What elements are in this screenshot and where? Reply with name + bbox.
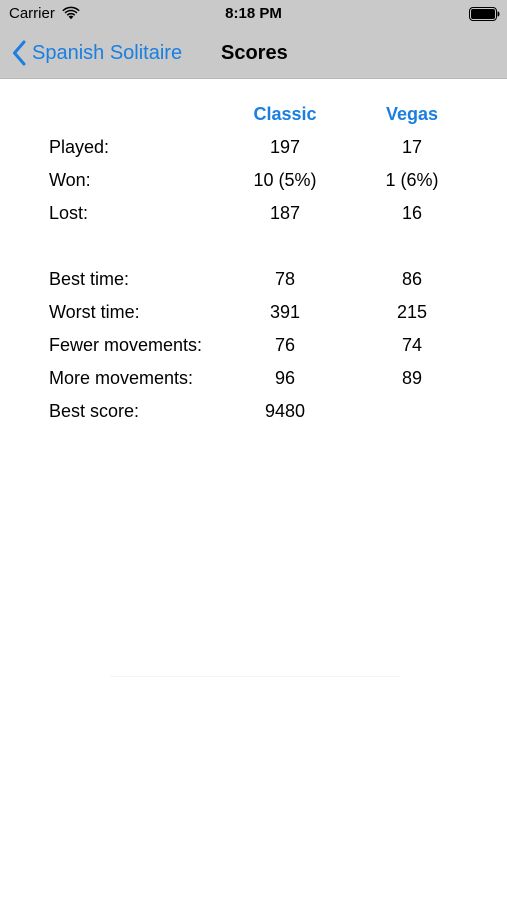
status-time: 8:18 PM — [225, 5, 282, 22]
row-label: Fewer movements: — [49, 335, 203, 355]
status-bar — [0, 0, 507, 28]
chevron-left-icon — [12, 40, 26, 66]
scores-row-worst-time — [0, 296, 507, 329]
carrier-label: Carrier — [9, 5, 55, 22]
divider — [110, 676, 400, 677]
vegas-value: 17 — [401, 137, 423, 157]
scores-row-won — [0, 164, 507, 197]
classic-value: 76 — [274, 335, 296, 355]
battery-icon — [469, 7, 500, 21]
scores-row-played — [0, 131, 507, 164]
row-label: Worst time: — [49, 302, 140, 322]
classic-value: 96 — [274, 368, 296, 388]
row-label: More movements: — [49, 368, 194, 388]
scores-row-best-score — [0, 395, 507, 428]
back-button-label: Spanish Solitaire — [32, 42, 183, 64]
row-label: Played: — [49, 137, 110, 157]
vegas-value: 1 (6%) — [385, 170, 439, 190]
navigation-bar — [0, 28, 507, 78]
back-button[interactable] — [12, 38, 182, 68]
column-header-classic: Classic — [253, 104, 317, 124]
scores-header-row — [0, 98, 507, 131]
scores-row-more-movements — [0, 362, 507, 395]
row-label: Best time: — [49, 269, 130, 289]
classic-value: 391 — [269, 302, 301, 322]
row-label: Lost: — [49, 203, 89, 223]
vegas-value: 215 — [396, 302, 428, 322]
vegas-value: 74 — [401, 335, 423, 355]
column-header-vegas: Vegas — [385, 104, 439, 124]
vegas-value: 16 — [401, 203, 423, 223]
top-bar — [0, 0, 507, 79]
vegas-value: 89 — [401, 368, 423, 388]
row-label: Best score: — [49, 401, 140, 421]
scores-row-lost — [0, 197, 507, 230]
classic-value: 78 — [274, 269, 296, 289]
vegas-value: 86 — [401, 269, 423, 289]
scores-row-best-time — [0, 263, 507, 296]
classic-value: 197 — [269, 137, 301, 157]
classic-value: 187 — [269, 203, 301, 223]
scores-row-fewer-movements — [0, 329, 507, 362]
classic-value: 9480 — [264, 401, 306, 421]
classic-value: 10 (5%) — [253, 170, 317, 190]
page-title: Scores — [221, 42, 288, 64]
row-label: Won: — [49, 170, 91, 190]
